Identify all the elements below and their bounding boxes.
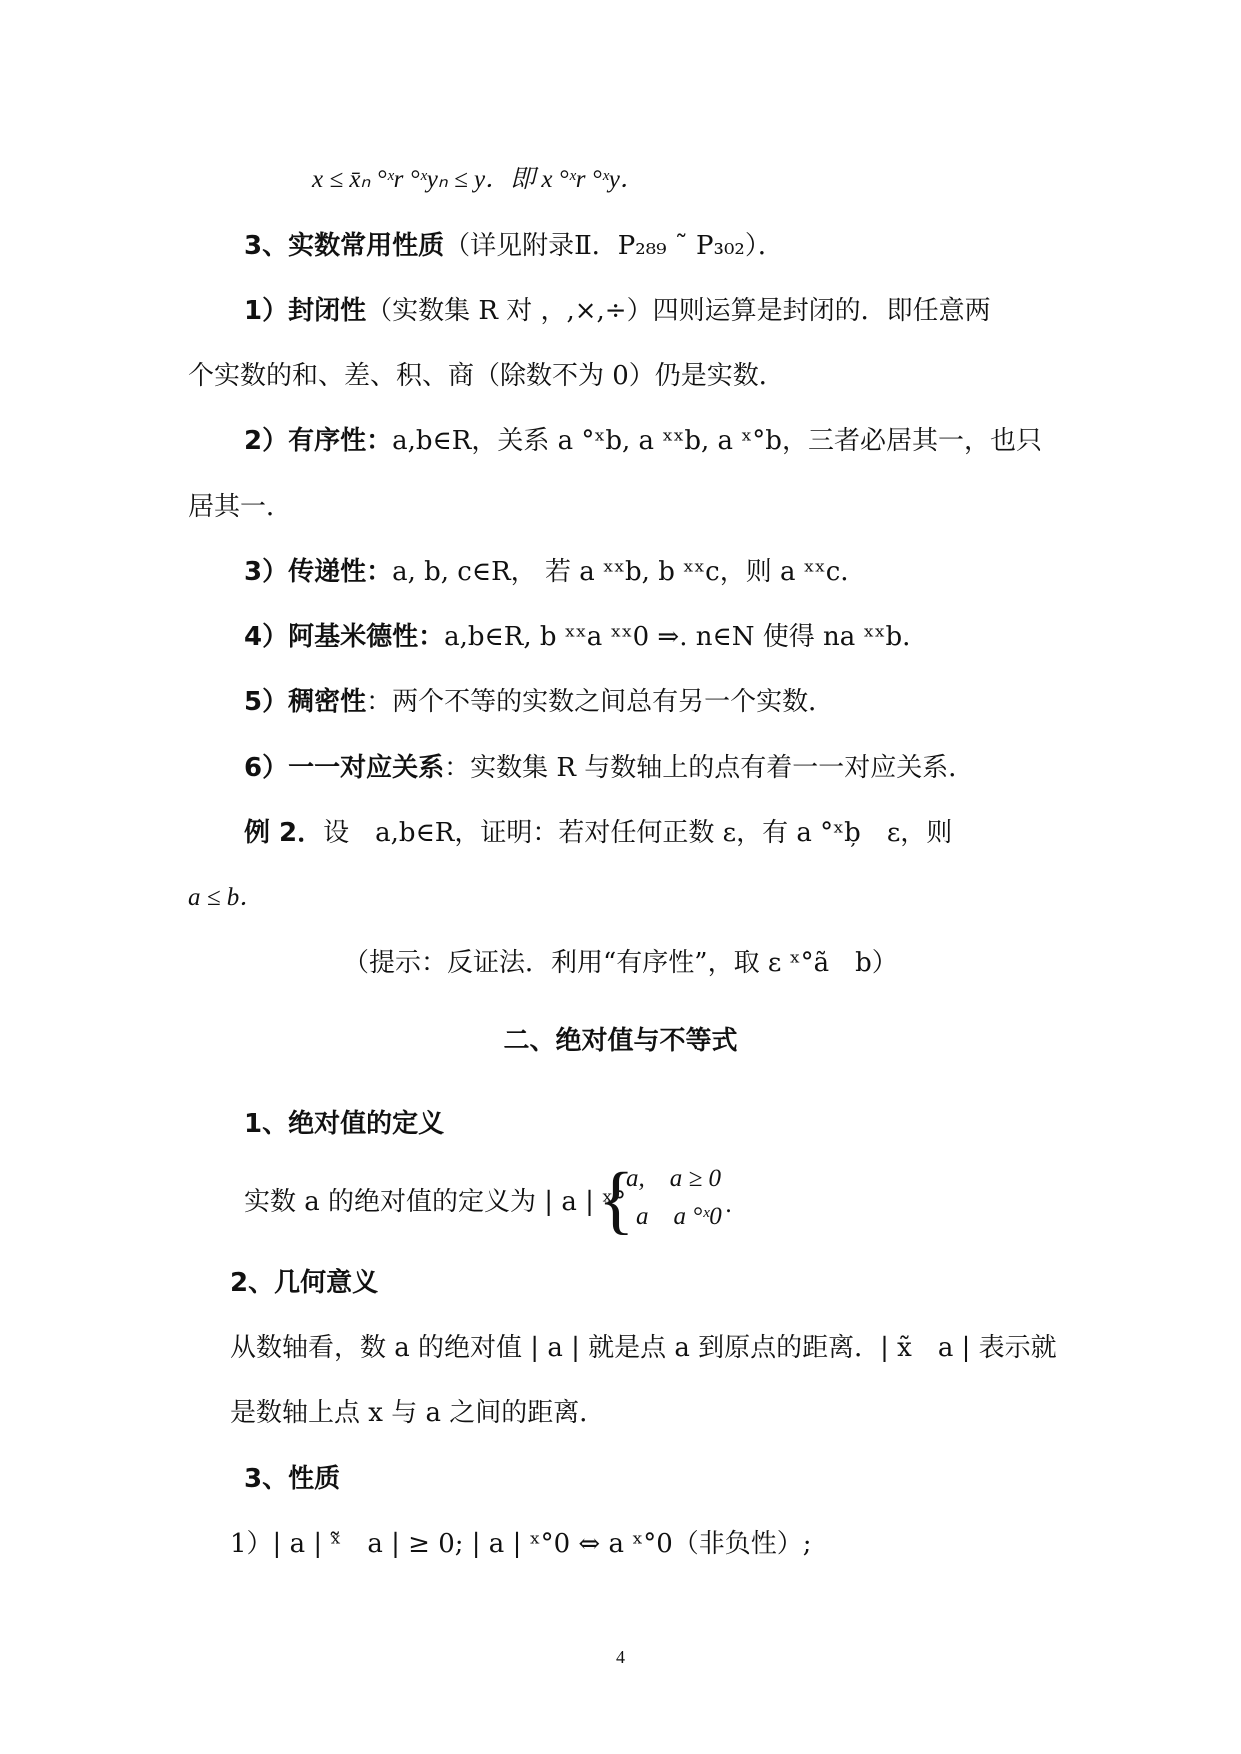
property-archimedean-title: 4）阿基米德性： (244, 622, 445, 652)
property-closure-continued: 个实数的和、差、积、商（除数不为 0）仍是实数． (188, 361, 785, 391)
property-closure-title: 1）封闭性 (244, 296, 367, 326)
page-number: 4 (616, 1647, 625, 1667)
geometric-meaning-line-2: 是数轴上点 x 与 a 之间的距离． (230, 1398, 606, 1428)
geometric-meaning-line-1: 从数轴看，数 a 的绝对值 | a | 就是点 a 到原点的距离．| x̃ a | 表示就 (230, 1333, 1057, 1363)
example-2-hint: （提示：反证法．利用“有序性”，取 ε ˣ°ã b） (343, 948, 898, 978)
property-order (244, 424, 1042, 458)
example-2-continued: a ≤ b． (188, 884, 265, 911)
continued-formula-line: x ≤ x̄ₙ °ˣr °ˣyₙ ≤ y．即 x °ˣr °ˣy． (312, 166, 645, 193)
property-bijection-title: 6）一一对应关系 (244, 753, 445, 783)
property-closure-text: （实数集 R 对 ，,×,÷）四则运算是封闭的．即任意两 (366, 296, 991, 326)
property-order-continued: 居其一． (188, 492, 293, 522)
section-3-reference: （详见附录Ⅱ．P₂₈₉ ˜ P₃₀₂）． (444, 231, 784, 261)
abs-case-positive: a, a ≥ 0 (626, 1165, 721, 1192)
property-bijection-text: ：实数集 R 与数轴上的点有着一一对应关系． (444, 753, 975, 783)
property-archimedean-text: a,b∈R, b ˣˣa ˣˣ0 ⇒. n∈N 使得 na ˣˣb． (444, 622, 929, 652)
cases-brace: { (598, 1158, 635, 1242)
property-density-text: ：两个不等的实数之间总有另一个实数． (366, 687, 835, 717)
property-nonnegativity: 1）| a | ˣ̃ a | ≥ 0; | a | ˣ°0 ⇔ a ˣ°0（非负性）; (230, 1529, 812, 1559)
property-bijection (244, 751, 974, 785)
property-transitivity (244, 555, 866, 589)
abs-definition-heading: 1、绝对值的定义 (244, 1109, 445, 1139)
abs-case-negative: a a °ˣ0 (636, 1203, 722, 1230)
geometric-meaning-heading: 2、几何意义 (230, 1268, 379, 1298)
property-closure (244, 294, 991, 328)
property-transitivity-title: 3）传递性： (244, 557, 393, 587)
example-2-text: 设 a,b∈R，证明：若对任何正数 ε，有 a °ˣb̦ ε，则 (323, 818, 953, 848)
section-3-title: 3、实数常用性质 (244, 231, 445, 261)
property-transitivity-text: a, b, c∈R， 若 a ˣˣb, b ˣˣc，则 a ˣˣc． (392, 557, 867, 587)
property-density (244, 685, 834, 719)
abs-definition-text: 实数 a 的绝对值的定义为 | a | ˣ° (244, 1187, 627, 1217)
property-archimedean (244, 620, 928, 654)
property-order-text: a,b∈R，关系 a °ˣb, a ˣˣb, a ˣ°b，三者必居其一，也只 (392, 426, 1042, 456)
example-2 (244, 816, 952, 850)
property-density-title: 5）稠密性 (244, 687, 367, 717)
example-2-label: 例 2． (244, 818, 324, 848)
property-order-title: 2）有序性： (244, 426, 393, 456)
properties-heading: 3、性质 (244, 1464, 341, 1494)
section-3-heading (244, 229, 784, 263)
abs-case-period: . (726, 1191, 733, 1218)
section-2-title: 二、绝对值与不等式 (503, 1026, 738, 1056)
